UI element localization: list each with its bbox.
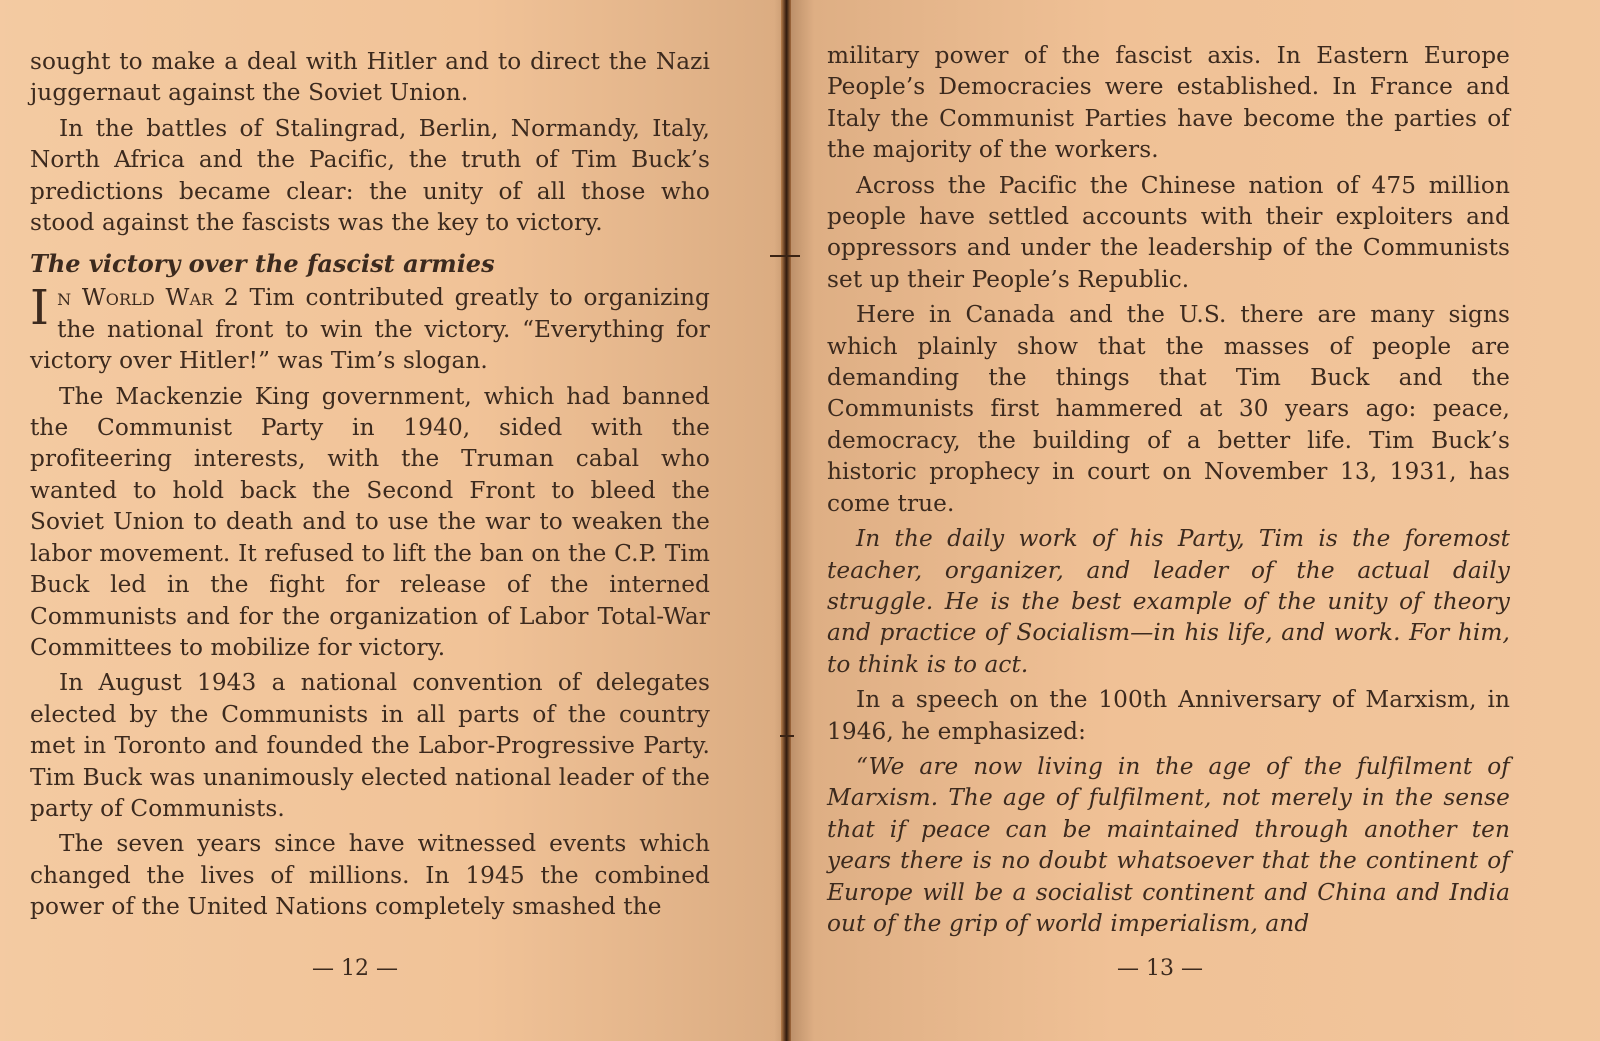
- right-page: [790, 0, 1600, 1041]
- paragraph-world-war: [30, 282, 710, 376]
- left-page: [0, 0, 790, 1041]
- gutter-thread-mark: [780, 735, 794, 737]
- paragraph-canada: Here in Canada and the U.S. there are many signs which plainly show that the masses of people are demanding the things that Tim Buck and the Communists first hammered at 30 years ago: peace, democracy, the building of a better life. Tim Buck’s historic prophecy in court on November 13, 1931, has come true.: [827, 301, 1510, 517]
- paragraph-speech-intro: In a speech on the 100th Anniversary of Marxism, in 1946, he emphasized:: [827, 686, 1510, 745]
- page-number-left: — 12 —: [312, 956, 398, 981]
- paragraph-daily-work: In the daily work of his Party, Tim is the foremost teacher, organizer, and leader of the actual daily struggle. He is the best example of the unity of theory and practice of Socialism—in his life, and work. For him, to think is to act.: [827, 525, 1510, 678]
- paragraph-fascist-axis: military power of the fascist axis. In Eastern Europe People’s Democracies were established. In France and Italy the Communist Parties have become the parties of the majority of the workers.: [827, 42, 1510, 164]
- paragraph-battles: In the battles of Stalingrad, Berlin, Normandy, Italy, North Africa and the Pacific, the truth of Tim Buck’s predictions became clear: the unity of all those who stood against the fascists was the key to victory.: [30, 114, 710, 237]
- paragraph-convention: In August 1943 a national convention of delegates elected by the Communists in all parts of the country met in Toronto and founded the Labor-Progressive Party. Tim Buck was unanimously elected national leader of the party of Communists.: [30, 669, 710, 822]
- paragraph-seven-years: The seven years since have witnessed events which changed the lives of millions. In 1945 the combined power of the United Nations completely smashed the: [30, 830, 710, 921]
- book-gutter: [781, 0, 791, 1041]
- quote-marxism: “We are now living in the age of the fulfilment of Marxism. The age of fulfilment, not merely in the sense that if peace can be maintained through another ten years there is no doubt whatsoever that the continent of Europe will be a socialist continent and China and India out of the grip of world imperialism, and: [827, 752, 1510, 937]
- paragraph-pacific: Across the Pacific the Chinese nation of 475 million people have settled accounts with their exploiters and oppressors and under the leadership of the Communists set up their People’s Republic.: [827, 171, 1510, 293]
- page-number-right: — 13 —: [1117, 956, 1203, 981]
- gutter-thread-mark: [770, 255, 800, 257]
- paragraph-world-war-text: 2 Tim contributed greatly to organizing the national front to win the victory. “Everything for victory over Hitler!” was Tim’s slogan.: [30, 284, 710, 375]
- section-heading: The victory over the fascist armies: [30, 249, 495, 279]
- small-caps-lead: n World War: [57, 284, 214, 312]
- paragraph-king-government: The Mackenzie King government, which had banned the Communist Party in 1940, sided with the profiteering interests, with the Truman cabal who wanted to hold back the Second Front to bleed the Soviet Union to death and to use the war to weaken the labor movement. It refused to lift the ban on the C.P. Tim Buck led in the fight for release of the interned Communists and for the organization of Labor Total-War Committees to mobilize for victory.: [30, 382, 710, 661]
- drop-cap: I: [30, 280, 50, 337]
- paragraph-continued: sought to make a deal with Hitler and to direct the Nazi juggernaut against the Soviet Union.: [30, 48, 710, 107]
